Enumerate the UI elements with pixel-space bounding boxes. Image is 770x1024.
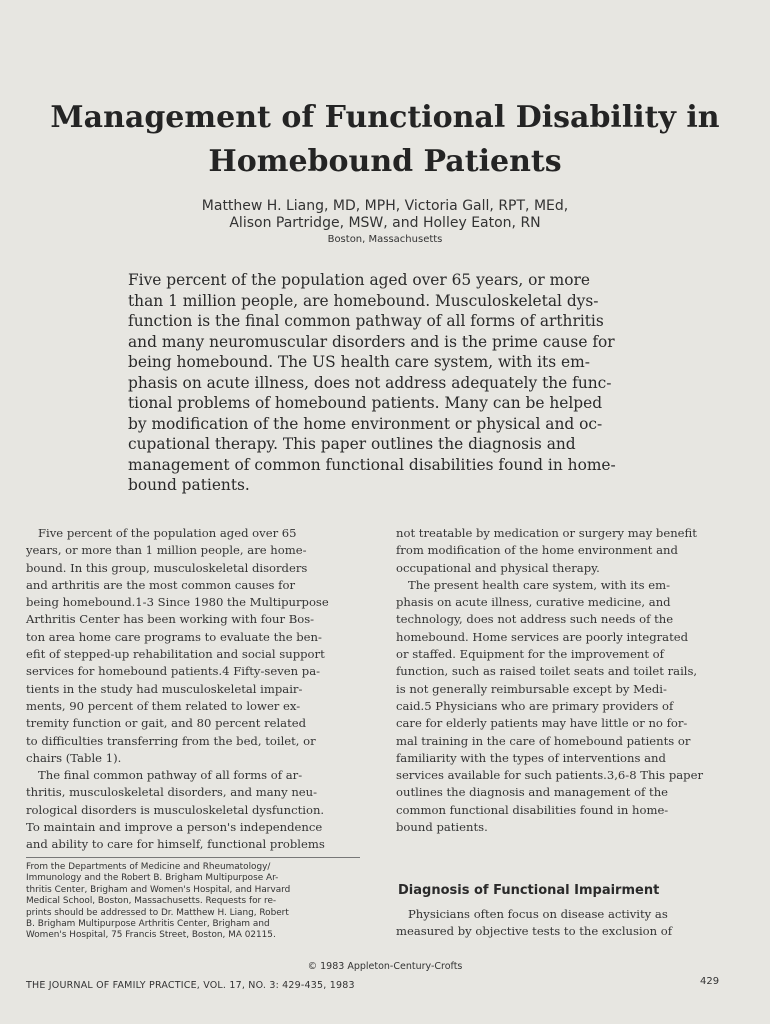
body-line: not treatable by medication or surgery may benefit	[396, 526, 697, 540]
abstract-line: being homebound. The US health care system, with its em-	[128, 353, 590, 371]
body-line: rological disorders is musculoskeletal dysfunction.	[26, 802, 325, 817]
body-line: Five percent of the population aged over 65	[38, 526, 297, 540]
section-body	[396, 906, 732, 941]
copyright-notice: © 1983 Appleton-Century-Crofts	[307, 961, 463, 972]
body-line: services available for such patients.3,6-8 This paper	[396, 768, 703, 783]
body-line: tremity function or gait, and 80 percent related	[26, 716, 307, 731]
body-line: phasis on acute illness, curative medicine, and	[396, 595, 671, 610]
footnote-divider	[26, 857, 360, 858]
body-line: occupational and physical therapy.	[396, 560, 600, 575]
body-line: chairs (Table 1).	[26, 750, 122, 765]
body-line: function, such as raised toilet seats and toilet rails,	[396, 664, 698, 679]
body-line: from modification of the home environment and	[396, 543, 678, 558]
body-line: familiarity with the types of interventions and	[396, 750, 666, 765]
affiliation-footnote	[26, 862, 366, 942]
body-line: caid.5 Physicians who are primary providers of	[396, 698, 674, 713]
abstract-line: cupational therapy. This paper outlines the diagnosis and	[128, 435, 576, 453]
body-column-left	[26, 525, 360, 854]
journal-citation: THE JOURNAL OF FAMILY PRACTICE, VOL. 17, NO. 3: 429-435, 1983	[26, 980, 355, 991]
author-line-2: Alison Partridge, MSW, and Holley Eaton, RN	[229, 215, 541, 231]
title-line-2: Homebound Patients	[208, 144, 562, 179]
body-line: being homebound.1-3 Since 1980 the Multipurpose	[26, 595, 329, 610]
footnote-line: prints should be addressed to Dr. Matthew H. Liang, Robert	[26, 907, 289, 918]
abstract-line: phasis on acute illness, does not address adequately the func-	[128, 373, 612, 392]
abstract-line: by modification of the home environment or physical and oc-	[128, 414, 603, 433]
page-number: 429	[700, 976, 720, 987]
abstract-line: management of common functional disabilities found in home-	[128, 455, 616, 474]
body-line: To maintain and improve a person's independence	[26, 820, 323, 835]
body-line: common functional disabilities found in home-	[396, 802, 669, 817]
abstract-line: Five percent of the population aged over 65 years, or more	[128, 271, 590, 289]
body-line: ments, 90 percent of them related to lower ex-	[26, 698, 301, 713]
body-line: technology, does not address such needs of the	[396, 612, 674, 627]
footnote-line: From the Departments of Medicine and Rheumatology/	[26, 862, 271, 872]
body-line: bound patients.	[396, 820, 488, 835]
body-line: mal training in the care of homebound patients or	[396, 733, 691, 748]
body-line: bound. In this group, musculoskeletal disorders	[26, 560, 308, 575]
author-location: Boston, Massachusetts	[327, 234, 443, 245]
footnote-line: B. Brigham Multipurpose Arthritis Center, Brigham and	[26, 919, 270, 930]
footnote-line: Women's Hospital, 75 Francis Street, Boston, MA 02115.	[26, 930, 276, 941]
abstract-line: bound patients.	[128, 476, 250, 494]
footnote-line: Medical School, Boston, Massachusetts. Requests for re-	[26, 896, 277, 907]
abstract	[128, 270, 628, 496]
body-line: The present health care system, with its em-	[408, 577, 670, 592]
body-line: Physicians often focus on disease activity as	[408, 907, 668, 921]
body-line: years, or more than 1 million people, are home-	[26, 543, 307, 558]
abstract-line: tional problems of homebound patients. Many can be helped	[128, 394, 603, 412]
article-title	[0, 96, 770, 184]
section-heading: Diagnosis of Functional Impairment	[398, 883, 660, 898]
body-line: Arthritis Center has been working with four Bos-	[26, 612, 315, 627]
footnote-line: thritis Center, Brigham and Women's Hospital, and Harvard	[26, 884, 291, 895]
body-line: tients in the study had musculoskeletal impair-	[26, 681, 303, 696]
body-column-right	[396, 525, 732, 836]
body-line: to difficulties transferring from the bed, toilet, or	[26, 733, 316, 748]
body-line: measured by objective tests to the exclusion of	[396, 924, 673, 939]
body-line: is not generally reimbursable except by Medi-	[396, 681, 667, 696]
body-line: care for elderly patients may have little or no for-	[396, 716, 688, 731]
body-line: homebound. Home services are poorly integrated	[396, 629, 689, 644]
body-line: services for homebound patients.4 Fifty-seven pa-	[26, 664, 321, 679]
abstract-line: function is the final common pathway of all forms of arthritis	[128, 312, 604, 330]
author-list	[0, 198, 770, 232]
body-line: or staffed. Equipment for the improvement of	[396, 647, 664, 662]
body-line: efit of stepped-up rehabilitation and social support	[26, 647, 325, 662]
body-line: thritis, musculoskeletal disorders, and many neu-	[26, 785, 318, 800]
title-line-1: Management of Functional Disability in	[50, 100, 720, 135]
body-line: and arthritis are the most common causes for	[26, 577, 295, 592]
footnote-line: Immunology and the Robert B. Brigham Multipurpose Ar-	[26, 873, 279, 884]
body-line: The final common pathway of all forms of ar-	[38, 768, 303, 783]
author-line-1: Matthew H. Liang, MD, MPH, Victoria Gall, RPT, MEd,	[201, 198, 569, 214]
body-line: and ability to care for himself, functional problems	[26, 837, 325, 852]
abstract-line: than 1 million people, are homebound. Musculoskeletal dys-	[128, 291, 599, 310]
body-line: outlines the diagnosis and management of the	[396, 785, 669, 800]
body-line: ton area home care programs to evaluate the ben-	[26, 629, 322, 644]
abstract-line: and many neuromuscular disorders and is the prime cause for	[128, 332, 615, 351]
